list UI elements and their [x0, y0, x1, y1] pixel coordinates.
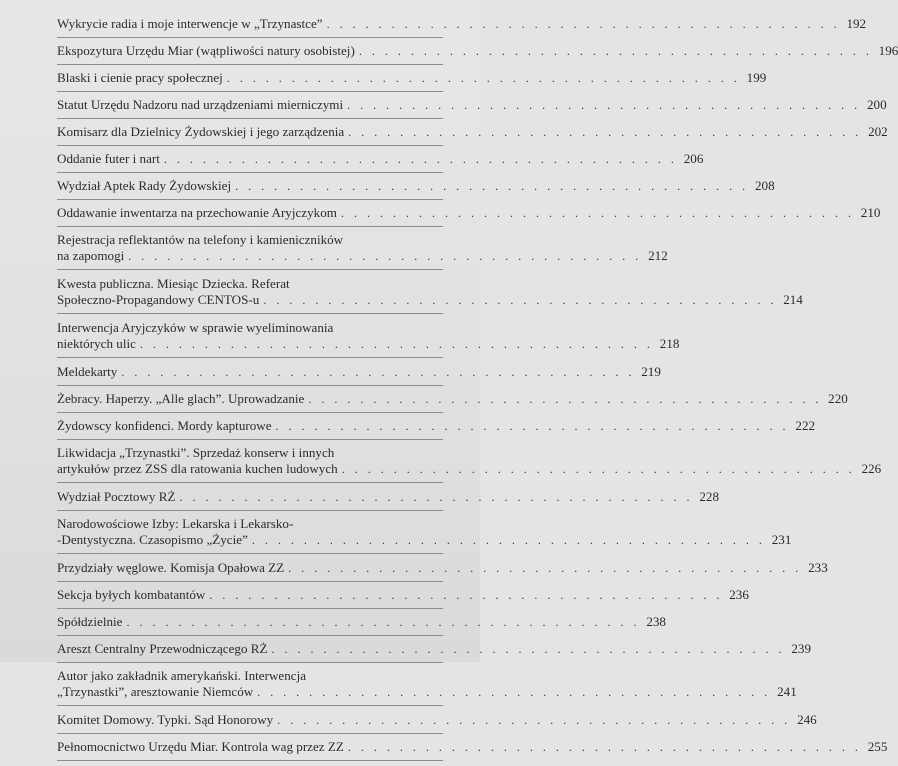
toc-page-number: 206	[683, 151, 704, 166]
toc-page-number: 236	[729, 587, 749, 602]
toc-entry-title: Meldekarty	[57, 364, 118, 379]
toc-entry	[57, 739, 888, 761]
dot-leader	[175, 489, 693, 505]
toc-entry-title: Wykrycie radia i moje interwencje w „Trzynastce”	[57, 16, 323, 31]
toc-page-number: 196	[878, 43, 898, 58]
toc-entry	[57, 124, 888, 146]
toc-page-number: 222	[795, 418, 816, 433]
toc-entry-line	[57, 232, 443, 248]
toc-entry-line	[57, 516, 443, 532]
toc-entry-line	[57, 364, 661, 380]
toc-entry	[57, 320, 680, 358]
toc-entry	[57, 205, 881, 227]
toc-entry-line	[57, 97, 887, 113]
toc-entry	[57, 276, 803, 314]
dot-leader	[160, 151, 678, 167]
toc-entry-line	[57, 151, 704, 167]
toc-page-number: 241	[777, 684, 797, 699]
dot-leader	[253, 684, 771, 700]
toc-entry-title: Ekspozytura Urzędu Miar (wątpliwości natury osobistej)	[57, 43, 355, 58]
toc-entry	[57, 641, 812, 663]
toc-entry-line	[57, 43, 898, 59]
toc-entry-title: -Dentystyczna. Czasopismo „Życie”	[57, 532, 248, 547]
toc-entry-line	[57, 587, 749, 603]
toc-entry-title: Żebracy. Haperzy. „Alle glach”. Uprowadzanie	[57, 391, 305, 406]
toc-page-number: 246	[797, 712, 817, 727]
toc-entry-line	[57, 336, 680, 352]
toc-page-number: 233	[808, 560, 828, 575]
toc-entry-title: Wydział Pocztowy RŻ	[57, 489, 176, 504]
toc-page-number: 228	[699, 489, 719, 504]
toc-entry-title: Spółdzielnie	[57, 614, 123, 629]
toc-entry-title: na zapomogi	[57, 248, 125, 263]
toc-page-number: 219	[641, 364, 661, 379]
toc-page-number: 220	[828, 391, 848, 406]
toc-entry	[57, 16, 867, 38]
toc-entry-title: Społeczno-Propagandowy CENTOS-u	[57, 292, 260, 307]
toc-entry	[57, 70, 767, 92]
toc-entry	[57, 391, 848, 413]
dot-leader	[337, 205, 855, 221]
dot-leader	[273, 712, 791, 728]
toc-entry-line	[57, 205, 881, 221]
toc-entry-title: Autor jako zakładnik amerykański. Interwencja	[57, 668, 307, 683]
table-of-contents	[57, 16, 898, 766]
toc-entry-title: Oddanie futer i nart	[57, 151, 160, 166]
toc-entry	[57, 712, 817, 734]
toc-page-number: 208	[754, 178, 775, 193]
toc-entry	[57, 489, 719, 511]
toc-entry	[57, 418, 816, 440]
toc-entry	[57, 614, 666, 636]
toc-page-number: 214	[783, 292, 803, 307]
toc-entry-line	[57, 178, 775, 194]
toc-entry-title: Interwencja Aryjczyków w sprawie wyeliminowania	[57, 320, 334, 335]
toc-page-number: 238	[646, 614, 666, 629]
toc-entry-line	[57, 70, 767, 86]
toc-entry	[57, 560, 828, 582]
toc-entry	[57, 43, 898, 65]
dot-leader	[338, 461, 856, 477]
toc-page-number: 192	[846, 16, 867, 31]
toc-entry-line	[57, 461, 882, 477]
toc-page-number: 199	[746, 70, 767, 85]
toc-page-number: 231	[771, 532, 792, 547]
toc-page-number: 218	[659, 336, 680, 351]
toc-entry-title: Komitet Domowy. Typki. Sąd Honorowy	[57, 712, 274, 727]
dot-leader	[343, 97, 861, 113]
toc-entry-line	[57, 445, 443, 461]
toc-entry-title: Areszt Centralny Przewodniczącego RŻ	[57, 641, 268, 656]
toc-entry-title: „Trzynastki”, aresztowanie Niemców	[57, 684, 254, 699]
toc-entry-line	[57, 489, 719, 505]
dot-leader	[259, 292, 777, 308]
dot-leader	[268, 641, 786, 657]
toc-entry	[57, 587, 749, 609]
toc-entry-title: Pełnomocnictwo Urzędu Miar. Kontrola wag przez ZZ	[57, 739, 344, 754]
toc-entry	[57, 151, 704, 173]
toc-entry-title: niektórych ulic	[57, 336, 136, 351]
toc-entry-title: artykułów przez ZSS dla ratowania kuchen ludowych	[57, 461, 338, 476]
toc-entry-title: Komisarz dla Dzielnicy Żydowskiej i jego zarządzenia	[57, 124, 345, 139]
dot-leader	[284, 560, 802, 576]
toc-entry-title: Sekcja byłych kombatantów	[57, 587, 206, 602]
toc-entry-title: Wydział Aptek Rady Żydowskiej	[57, 178, 232, 193]
toc-page-number: 210	[860, 205, 881, 220]
dot-leader	[272, 418, 790, 434]
toc-page-number: 255	[867, 739, 888, 754]
dot-leader	[304, 391, 822, 407]
dot-leader	[323, 16, 841, 32]
toc-entry-title: Blaski i cienie pracy społecznej	[57, 70, 223, 85]
toc-entry-line	[57, 292, 803, 308]
toc-page-number: 226	[861, 461, 882, 476]
toc-entry-title: Likwidacja „Trzynastki”. Sprzedaż konserw i innych	[57, 445, 335, 460]
dot-leader	[117, 364, 635, 380]
toc-entry-line	[57, 641, 812, 657]
toc-entry-title: Oddawanie inwentarza na przechowanie Aryjczykom	[57, 205, 337, 220]
toc-entry	[57, 668, 797, 706]
toc-entry-line	[57, 668, 443, 684]
toc-page-number: 202	[868, 124, 888, 139]
toc-entry-title: Rejestracja reflektantów na telefony i kamieniczników	[57, 232, 344, 247]
toc-entry-line	[57, 16, 867, 32]
dot-leader	[344, 124, 862, 140]
toc-entry-line	[57, 248, 668, 264]
toc-entry-title: Przydziały węglowe. Komisja Opałowa ZZ	[57, 560, 285, 575]
toc-entry-line	[57, 614, 666, 630]
toc-entry-line	[57, 418, 816, 434]
toc-entry	[57, 364, 661, 386]
toc-entry-line	[57, 739, 888, 755]
dot-leader	[122, 614, 640, 630]
toc-entry-title: Żydowscy konfidenci. Mordy kapturowe	[57, 418, 272, 433]
toc-page-number: 212	[648, 248, 668, 263]
dot-leader	[344, 739, 862, 755]
toc-entry	[57, 516, 792, 554]
toc-entry	[57, 178, 775, 200]
toc-entry-line	[57, 391, 848, 407]
toc-entry-title: Statut Urzędu Nadzoru nad urządzeniami mierniczymi	[57, 97, 344, 112]
dot-leader	[248, 532, 766, 548]
toc-entry-line	[57, 532, 792, 548]
dot-leader	[355, 43, 873, 59]
toc-entry-line	[57, 712, 817, 728]
toc-entry	[57, 97, 887, 119]
dot-leader	[136, 336, 654, 352]
toc-page-number: 200	[867, 97, 887, 112]
toc-entry-title: Narodowościowe Izby: Lekarska i Lekarsko-	[57, 516, 294, 531]
dot-leader	[124, 248, 642, 264]
dot-leader	[231, 178, 749, 194]
dot-leader	[223, 70, 741, 86]
toc-entry-line	[57, 560, 828, 576]
toc-entry	[57, 445, 882, 483]
toc-entry-line	[57, 684, 797, 700]
toc-entry-line	[57, 124, 888, 140]
dot-leader	[205, 587, 723, 603]
toc-entry-title: Kwesta publiczna. Miesiąc Dziecka. Referat	[57, 276, 290, 291]
toc-entry	[57, 232, 668, 270]
toc-entry-line	[57, 320, 443, 336]
toc-page-number: 239	[791, 641, 812, 656]
toc-entry-line	[57, 276, 443, 292]
